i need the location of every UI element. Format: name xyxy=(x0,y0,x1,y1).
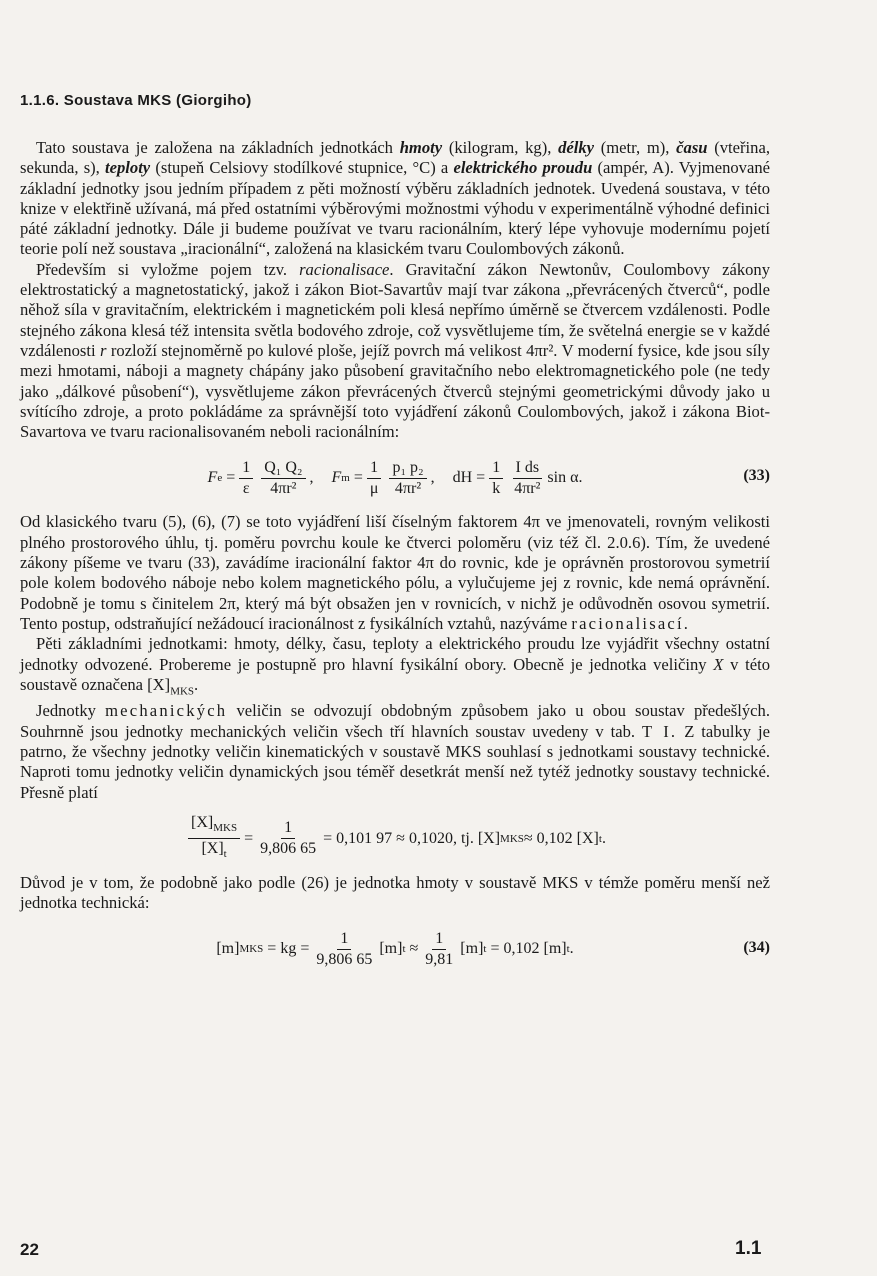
equation-ratio-body xyxy=(20,809,770,869)
denominator: 9,81 xyxy=(425,951,454,969)
text: . xyxy=(569,940,574,958)
emphasis: elektrického proudu xyxy=(453,158,593,178)
text: [m] xyxy=(460,940,484,958)
emphasis: r xyxy=(99,340,107,360)
text: . Gravitační zákon Newtonův, Coulombovy zákony elektrostatický a magnetostatický, jakož i zákon Biot-Savartův mají tvar zákona „převrácených čtverců“, podle něhož síla v gravitačním, elektrickém i magnetickém poli klesá nepřímo úměrně se čtvercem vzdálenosti. Podle stejného zákona klesá též intensita světla bodového zdroje, což vysvětlujeme tím, že světelná energie se v každé vzdálenosti xyxy=(20,259,771,360)
subscript: t xyxy=(566,943,570,956)
symbol: F xyxy=(207,469,218,487)
spaced-text: racionalisací xyxy=(571,613,684,633)
paragraph-mechanical-units xyxy=(20,701,770,802)
emphasis: délky xyxy=(558,138,595,157)
text: veličin se odvozují obdobným způsobem jako u obou soustav předešlých. Souhrnně jsou jednotky mechanických veličin všech tří hlavních soustav uvedeny v tab. xyxy=(20,701,770,741)
numerator: Q₁ Q₂ xyxy=(261,458,305,479)
paragraph-intro xyxy=(20,138,770,260)
denominator xyxy=(198,839,229,864)
text: (metr, m), xyxy=(594,138,677,157)
text: (vteřina, sekunda, s), xyxy=(20,138,770,178)
equation-34 xyxy=(20,920,770,980)
subscript: MKS xyxy=(239,943,264,956)
numerator: I ds xyxy=(513,458,543,479)
comma: , xyxy=(430,469,435,487)
text: . xyxy=(601,829,606,847)
text: ≈ 0,102 [X] xyxy=(523,829,599,847)
text: rozloží stejnoměrně po kulové ploše, jejíž povrch má velikost 4πr². V moderní fysice, kde jsou síly mezi hmotami, náboji a magnety chápány jako působení gravitačního nebo elektromagnetického pole (ne tedy jako „dálkové působení“), vysvětlujeme zákon převrácených čtverců stejnými geometrickými důvody jako u svítícího zdroje, a proto pokládáme za správnější toto vyjádření zákonů Coulombových, jakož i zákona Biot-Savartova ve tvaru racionalisovaném neboli racionálním: xyxy=(20,340,770,442)
fraction xyxy=(422,929,456,970)
text: [X] xyxy=(191,814,214,832)
denominator: 9,806 65 xyxy=(260,840,317,858)
denominator: μ xyxy=(369,479,379,497)
text: Pěti základními jednotkami: hmoty, délky, času, teploty a elektrického proudu lze vyjádřit všechny ostatní jednotky odvozené. Probereme je postupně pro hlavní fysikální obory. Obecně je jednotka veličiny xyxy=(20,634,770,674)
operator: = xyxy=(226,469,236,487)
fraction xyxy=(367,458,382,499)
text: sin α. xyxy=(547,469,583,487)
symbol: F xyxy=(331,469,342,487)
equation-34-body xyxy=(20,920,770,980)
paragraph-rationalisation xyxy=(20,260,770,443)
fraction xyxy=(188,813,240,864)
text: [X] xyxy=(201,840,224,858)
subscript: t xyxy=(402,943,406,956)
subscript: t xyxy=(598,832,602,845)
numerator: 1 xyxy=(489,458,503,479)
fraction xyxy=(511,458,543,499)
subscript: t xyxy=(483,943,487,956)
operator: ≈ xyxy=(409,940,419,958)
denominator: 4πr² xyxy=(514,479,541,497)
page-number: 22 xyxy=(20,1240,39,1259)
denominator: 4πr² xyxy=(270,479,297,497)
comma: , xyxy=(309,469,314,487)
fraction xyxy=(257,818,319,859)
text: [m] xyxy=(379,940,403,958)
denominator: ε xyxy=(242,479,250,497)
emphasis: teploty xyxy=(105,158,151,178)
numerator: 1 xyxy=(281,818,295,839)
operator: = xyxy=(244,829,254,847)
text: . xyxy=(194,674,199,694)
section-marker: 1.1 xyxy=(735,1238,762,1259)
text: = 0,102 [m] xyxy=(490,940,567,958)
denominator: k xyxy=(492,479,501,497)
numerator: 1 xyxy=(432,929,446,950)
section-heading: 1.1.6. Soustava MKS (Giorgiho) xyxy=(20,92,252,109)
numerator: 1 xyxy=(337,929,351,950)
denominator: 4πr² xyxy=(394,479,422,497)
subscript: m xyxy=(341,472,350,485)
numerator: 1 xyxy=(239,458,253,479)
text: Důvod je v tom, že podobně jako podle (26) je jednotka hmoty v soustavě MKS v témže poměru menší než jednotka technická: xyxy=(20,872,770,913)
operator: = xyxy=(476,469,486,487)
fraction xyxy=(389,458,426,499)
subscript: MKS xyxy=(500,832,524,845)
text: Jednotky xyxy=(36,701,106,721)
text: . xyxy=(683,613,688,633)
body-text xyxy=(20,138,770,984)
paragraph-reason xyxy=(20,873,770,914)
text: (ampér, A). Vyjmenované základní jednotky jsou jedním případem z pěti možností výběru základních jednotek. Uvedená soustava, v této knize v elektřině užívaná, má před ostatními výběrovými možnostmi výhodu v experimentálně výhodné definici páté základní jednotky. Dále ji budeme používat ve tvaru racionálním, který lépe vyhovuje modernímu pojetí teorie polí než soustava „iracionální“, založená na klasickém tvaru Coulombových zákonů. xyxy=(20,158,770,259)
subscript: MKS xyxy=(170,685,195,698)
equation-33 xyxy=(20,448,770,508)
text: = kg = xyxy=(267,940,310,958)
operator: = xyxy=(353,469,363,487)
fraction xyxy=(489,458,503,499)
text: Především si vyložme pojem tzv. xyxy=(36,259,300,279)
fraction xyxy=(239,458,253,499)
fraction xyxy=(313,929,375,970)
emphasis: X xyxy=(713,654,724,674)
numerator xyxy=(188,813,240,839)
text: [m] xyxy=(216,940,240,958)
equation-number: (33) xyxy=(743,467,770,485)
text: (stupeň Celsiovy stodílkové stupnice, °C) a xyxy=(150,158,454,178)
paragraph-base-units xyxy=(20,634,770,701)
equation-33-body xyxy=(20,448,770,508)
equation-ratio xyxy=(20,809,770,869)
text: Tato soustava je založena na základních jednotkách xyxy=(36,138,400,157)
paragraph-classical-form xyxy=(20,512,770,634)
denominator: 9,806 65 xyxy=(316,951,373,969)
fraction xyxy=(261,458,305,499)
text: Z tabulky je patrno, že všechny jednotky veličin kinematických v soustavě MKS souhlasí s jednotkami soustavy technické. Naproti tomu jednotky veličin dynamických jsou téměř desetkrát menší než tytéž jednotky soustavy technické. Přesně platí xyxy=(20,721,770,802)
spaced-text: mechanických xyxy=(105,701,228,721)
subscript: e xyxy=(217,472,223,485)
numerator: 1 xyxy=(367,458,381,479)
numerator: p₁ p₂ xyxy=(389,458,426,479)
equation-number: (34) xyxy=(743,938,770,956)
symbol: dH xyxy=(452,469,473,487)
spaced-text: T I. xyxy=(642,721,678,741)
emphasis: hmoty xyxy=(399,138,443,157)
subscript: MKS xyxy=(213,822,238,835)
emphasis: racionalisace xyxy=(299,259,390,279)
text: (kilogram, kg), xyxy=(442,138,559,157)
text: Od klasického tvaru (5), (6), (7) se toto vyjádření liší číselným faktorem 4π ve jmenovateli, rovným velikosti plného prostorového úhlu, tj. poměru povrchu koule ke čtverci poloměru (viz též čl. 2.0.6). Tím, že uvedené zákony píšeme ve tvaru (33), zavádíme iracionální faktor 4π do rovnic, kde je oprávněn prostorovou symetrií pole kolem bodového náboje nebo kolem magnetického pólu, a vylučujeme jej z rovnic, kde nemá oprávnění. Podobně je tomu s činitelem 2π, který má být obsažen jen v rovnicích, v nichž je odůvodněn osovou symetrií. Tento postup, odstraňující nežádoucí iracionálnost z fysikálních vztahů, nazýváme xyxy=(20,512,770,633)
text: = 0,101 97 ≈ 0,1020, tj. [X] xyxy=(323,829,501,847)
text: v této soustavě označena [X] xyxy=(20,654,770,694)
subscript: t xyxy=(223,848,227,861)
emphasis: času xyxy=(676,138,708,157)
